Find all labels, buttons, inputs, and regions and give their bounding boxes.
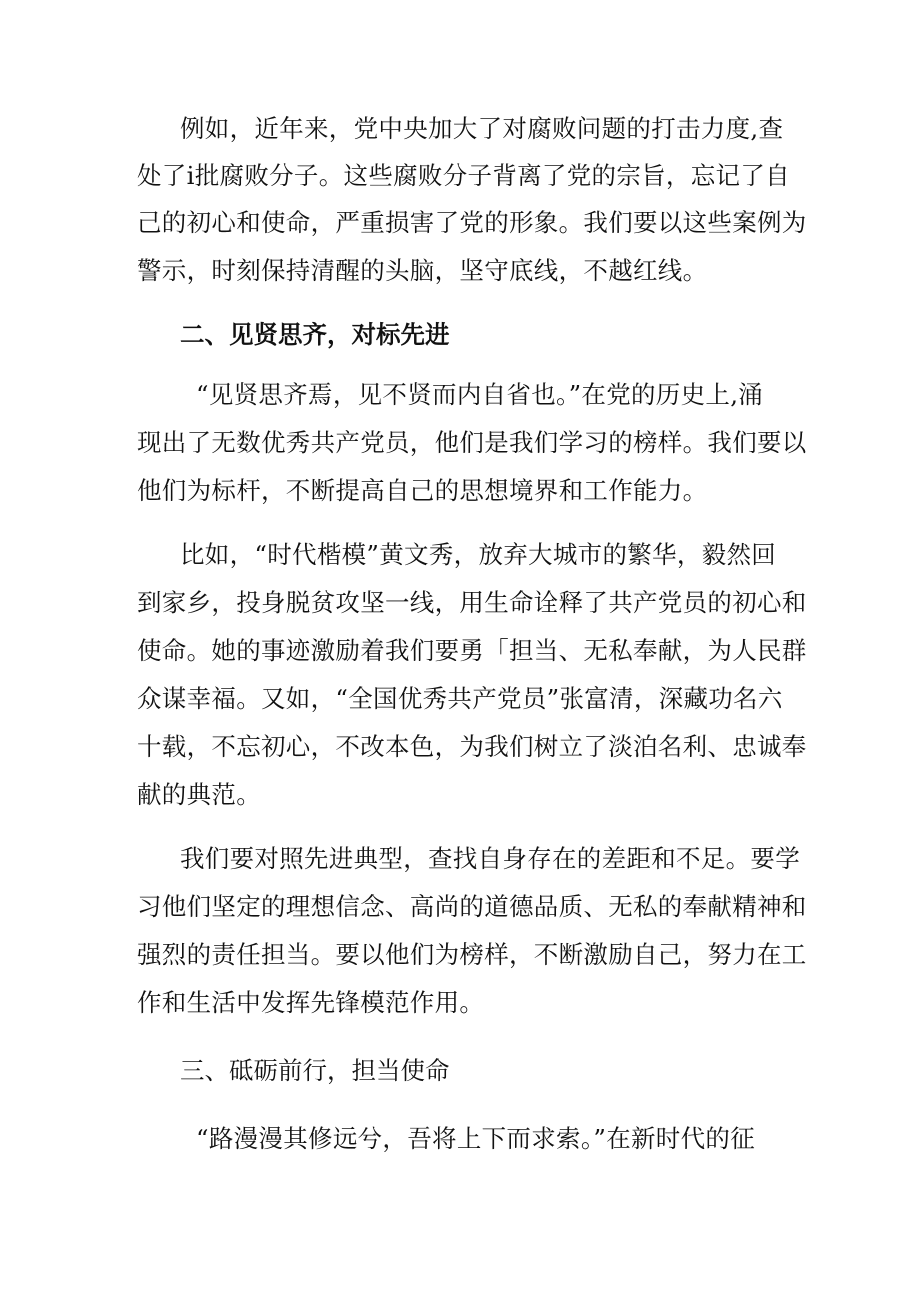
paragraph-1-line-2: 处了i批腐败分子。这些腐败分子背离了党的宗旨，忘记了自: [137, 161, 790, 190]
paragraph-5-line-1: “路漫漫其修远兮，吾将上下而求索。”在新时代的征: [196, 1124, 755, 1153]
paragraph-4-line-2: 习他们坚定的理想信念、高尚的道德品质、无私的奉献精神和: [137, 892, 807, 921]
paragraph-3-line-2: 到家乡，投身脱贫攻坚一线，用生命诠释了共产党员的初心和: [137, 588, 807, 617]
paragraph-3-line-1: 比如，“时代楷模”黄文秀，放弃大城市的繁华，毅然回: [180, 540, 777, 569]
paragraph-2-line-1: “见贤思齐焉，见不贤而内自省也。”在党的历史上,涌: [196, 380, 764, 409]
paragraph-4-line-3: 强烈的责任担当。要以他们为榜样，不断激励自己，努力在工: [137, 940, 807, 969]
paragraph-3-line-6: 献的典范。: [137, 780, 261, 809]
paragraph-4-line-4: 作和生活中发挥先锋模范作用。: [137, 988, 485, 1017]
paragraph-2-line-3: 他们为标杆，不断提高自己的思想境界和工作能力。: [137, 476, 708, 505]
paragraph-3-line-4: 众谋幸福。又如，“全国优秀共产党员”张富清，深藏功名六: [137, 684, 783, 713]
paragraph-1-line-3: 己的初心和使命，严重损害了党的形象。我们要以这些案例为: [137, 208, 807, 237]
paragraph-1-line-1: 例如，近年来，党中央加大了对腐败问题的打击力度,查: [180, 114, 784, 143]
paragraph-2-line-2: 现出了无数优秀共产党员，他们是我们学习的榜样。我们要以: [137, 428, 807, 457]
paragraph-3-line-5: 十载，不忘初心，不改本色，为我们树立了淡泊名利、忠诚奉: [137, 732, 807, 761]
section-heading-3: 三、砥砺前行，担当使命: [180, 1056, 450, 1085]
paragraph-3-line-3: 使命。她的事迹激励着我们要勇「担当、无私奉献，为人民群: [137, 636, 807, 665]
section-heading-2: 二、见贤思齐，对标先进: [180, 320, 450, 349]
paragraph-4-line-1: 我们要对照先进典型，查找自身存在的差距和不足。要学: [180, 844, 800, 873]
paragraph-1-line-4: 警示，时刻保持清醒的头脑，坚守底线，不越红线。: [137, 256, 708, 285]
